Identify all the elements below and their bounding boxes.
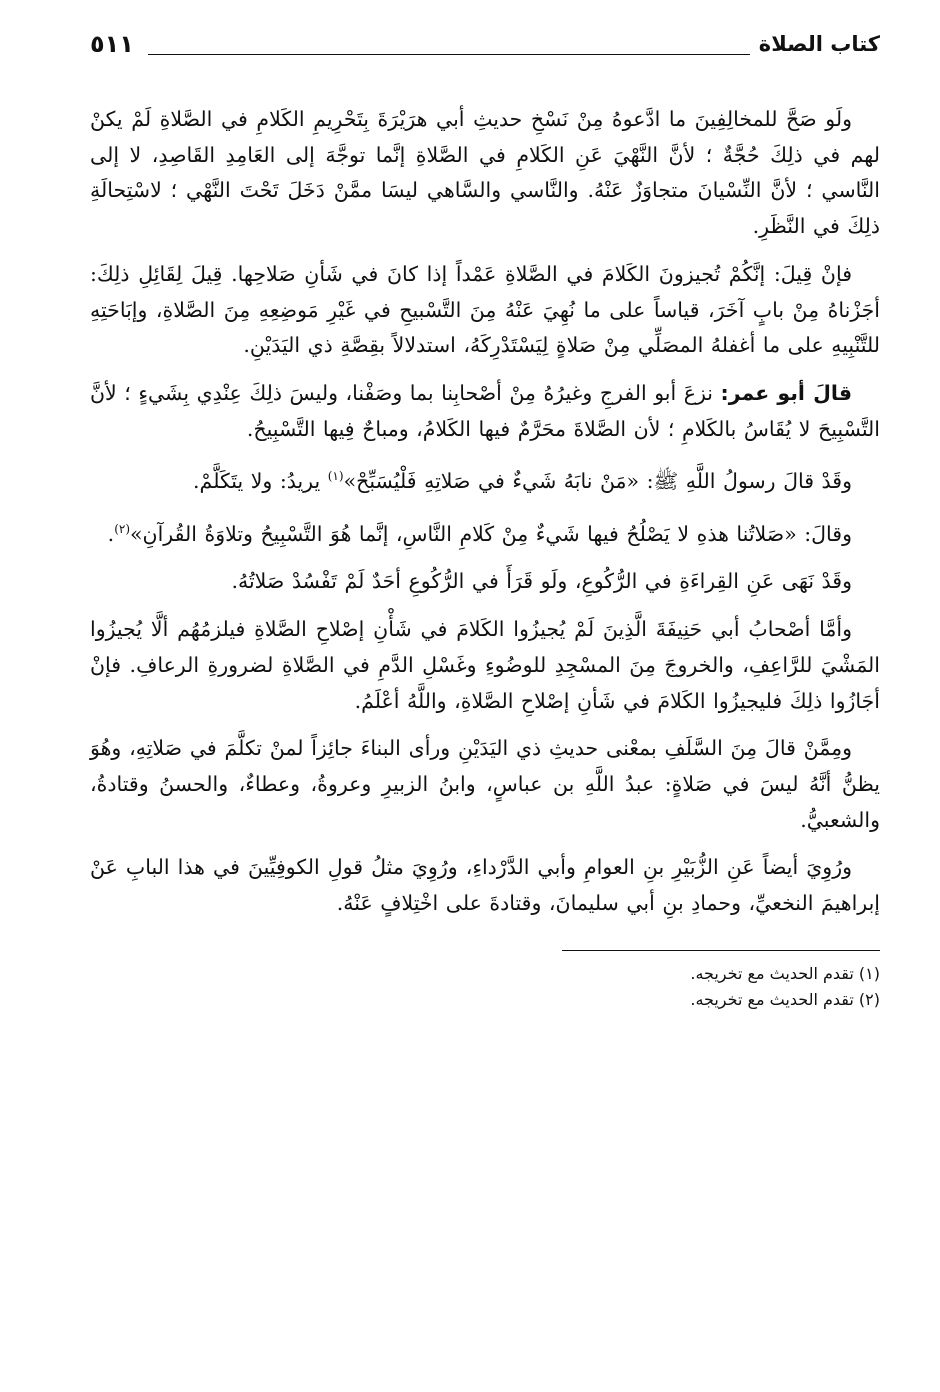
paragraph-text: فإنْ قِيلَ: إنَّكُمْ تُجيزونَ الكَلامَ في الصَّلاةِ عَمْداً إذا كانَ في شَأنِ صَلاحِها. قِيلَ لِقَائِلِ ذلِكَ: أجَزْناهُ مِنْ بابٍ آخَرَ، قياساً على ما نُهِيَ عَنْهُ مِنَ التَّسْبيحِ في غَيْرِ مَوضِعِهِ مِنَ الصَّلاةِ، وإبَاحَتِهِ للتَّنْبِيهِ على ما أغفلهُ المصَلِّي مِنْ صَلاةٍ لِيَسْتَدْرِكَهُ، استدلالاً بقِصَّةِ ذي اليَدَيْنِ.	[90, 261, 880, 358]
paragraph	[90, 850, 880, 921]
paragraph	[90, 512, 880, 553]
paragraph-text: نزعَ أبو الفرجِ وغيرُهُ مِنْ أصْحابِنا بما وصَفْنا، وليسَ ذلِكَ عِنْدِي بِشَيءٍ ؛ لأنَّ التَّسْبِيحَ لا يُقَاسُ بالكَلامِ ؛ لأن الصَّلاةَ محَرَّمٌ فيها الكَلامُ، ومباحٌ فِيها التَّسْبِيحُ.	[90, 380, 880, 441]
book-title: كتاب الصلاة	[758, 32, 880, 56]
paragraph	[90, 102, 880, 245]
paragraph-tail: .	[107, 521, 115, 546]
footnote-ref: (١)	[327, 469, 344, 484]
paragraph	[90, 257, 880, 364]
paragraph-text: ومِمَّنْ قالَ مِنَ السَّلَفِ بمعْنى حديثِ ذي اليَدَيْنِ ورأى البناءَ جائِزاً لمنْ تكلَّمَ في صَلاتِهِ، وهُوَ يظنُّ أنَّهُ ليسَ في صَلاةٍ: عبدُ اللَّهِ بن عباسٍ، وابنُ الزبيرِ وعروةُ، وعطاءٌ، والحسنُ وقتادةُ، والشعبيُّ.	[90, 736, 880, 832]
footnote-divider	[562, 950, 880, 951]
paragraph-text: وقَدْ نَهَى عَنِ القِراءَةِ في الرُّكُوعِ، ولَو قَرَأَ في الرُّكُوعِ أحَدٌ لَمْ تَفْسُدْ صَلاتُهُ.	[231, 569, 852, 594]
paragraph	[90, 731, 880, 838]
paragraph	[90, 612, 880, 719]
header-rule	[148, 54, 750, 55]
footnote: (١) تقدم الحديث مع تخريجه.	[690, 963, 880, 983]
page-number: ٥١١	[90, 30, 134, 58]
paragraph	[90, 376, 880, 447]
paragraph-lead: قالَ أبو عمر:	[720, 380, 852, 405]
paragraph	[90, 564, 880, 600]
paragraph-text: ورُوِيَ أيضاً عَنِ الزُّبَيْرِ بنِ العوامِ وأبي الدَّرْداءِ، ورُوِيَ مثلُ قولِ الكوفِيِّينَ في هذا البابِ عَنْ إبراهيمَ النخعيِّ، وحمادِ بنِ أبي سليمانَ، وقتادةَ على اخْتِلافٍ عَنْهُ.	[90, 855, 880, 916]
paragraph	[90, 459, 880, 500]
paragraph-tail: يريدُ: ولا يتَكَلَّمْ.	[193, 469, 328, 494]
paragraph-text: ولَو صَحَّ للمخالِفِينَ ما ادَّعوهُ مِنْ نَسْخِ حديثِ أبي هرَيْرَةَ بِتَحْرِيمِ الكَلامِ في الصَّلاةِ لَمْ يكنْ لهم في ذلِكَ حُجَّةٌ ؛ لأنَّ النَّهْيَ عَنِ الكَلامِ في الصَّلاةِ إنَّما توجَّهَ إلى العَامِدِ القَاصِدِ، لا إلى النَّاسي ؛ لأنَّ النِّسْيانَ متجاوَزٌ عَنْهُ. والنَّاسي والسَّاهي ليسَا ممَّنْ دَخَلَ تَحْتَ النَّهْي ؛ لاسْتِحالَةِ ذلِكَ في النَّظَرِ.	[90, 107, 880, 239]
paragraph-text: وأمَّا أصْحابُ أبي حَنِيفَةَ الَّذِينَ لَمْ يُجيزُوا الكَلامَ في شَأْنِ إصْلاحِ الصَّلاةِ فيلزمُهُم ألَّا يُجيزُوا المَشْيَ للرَّاعِفِ، والخروجَ مِنَ المسْجِدِ للوضُوءِ وغَسْلِ الدَّمِ في الصَّلاةِ لضرورةِ الرعافِ. فإنْ أجَازُوا ذلِكَ فليجيزُوا الكَلامَ في شَأنِ إصْلاحِ الصَّلاةِ، واللَّهُ أعْلَمُ.	[90, 617, 880, 713]
page-header	[90, 22, 880, 70]
paragraph-text: وقالَ: «صَلاتُنا هذهِ لا يَصْلُحُ فيها شَيءٌ مِنْ كَلامِ النَّاسِ، إنَّما هُوَ التَّسْبِيحُ وتلاوَةُ القُرآنِ»	[130, 521, 852, 546]
paragraph-text: وقَدْ قالَ رسولُ اللَّهِ ﷺ: «مَنْ نابَهُ شَيءٌ في صَلاتِهِ فَلْيُسَبِّحْ»	[343, 469, 852, 494]
footnote: (٢) تقدم الحديث مع تخريجه.	[690, 989, 880, 1009]
book-page	[90, 22, 880, 1362]
body-text	[90, 102, 880, 922]
footnote-ref: (٢)	[114, 521, 131, 536]
footnotes	[90, 961, 880, 1013]
